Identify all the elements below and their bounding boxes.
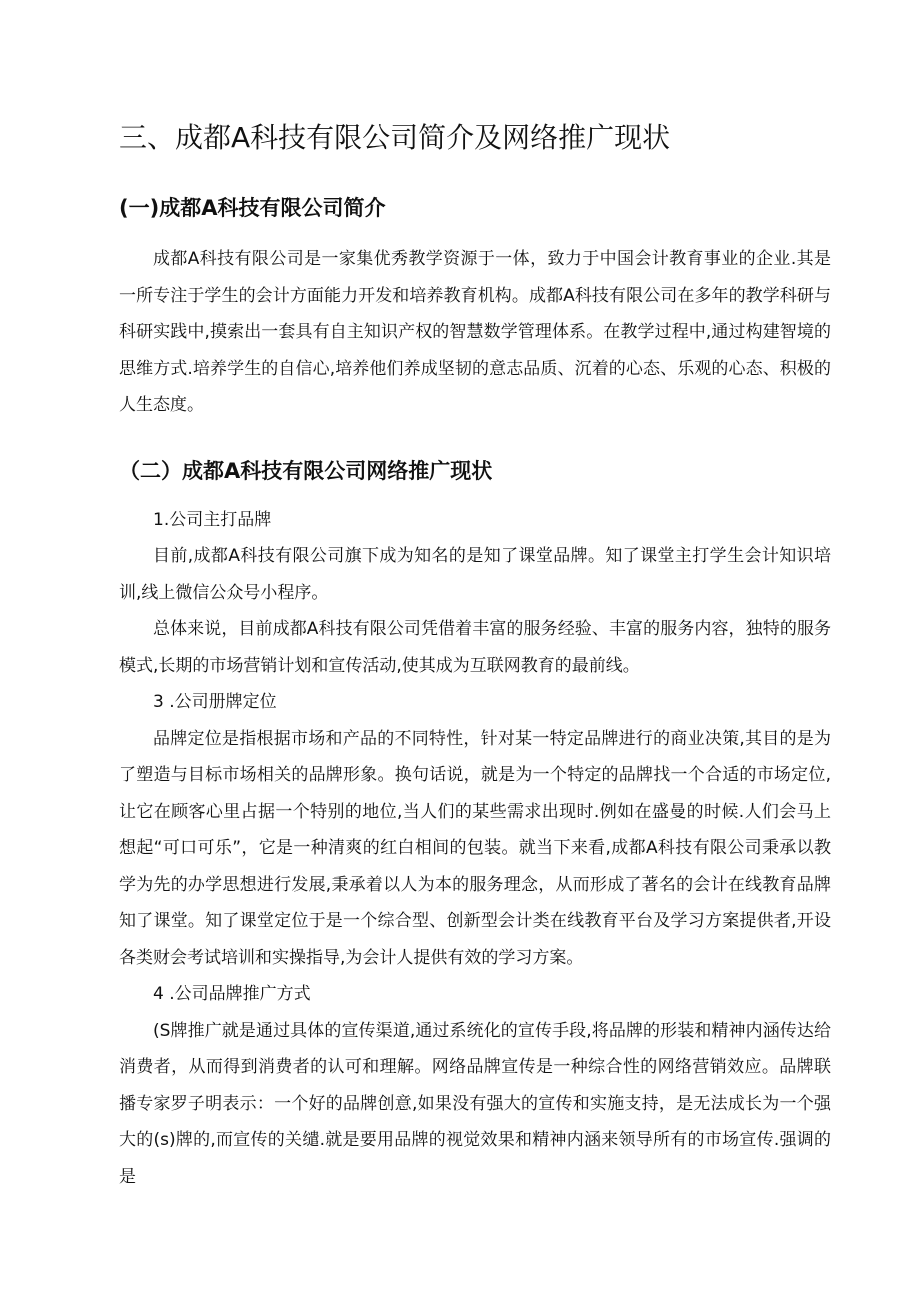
section-title: 三、成都A科技有限公司简介及网络推广现状	[119, 121, 671, 154]
item-4-heading: 4 .公司品牌推广方式	[153, 984, 311, 1004]
spacer	[119, 424, 831, 454]
item-1-heading: 1.公司主打品牌	[153, 509, 272, 530]
company-intro-paragraph: 成都A科技有限公司是一家集优秀教学资源于一体，致力于中国会计教育事业的企业.其是一所专注于学生的会计方面能力开发和培养教育机构。成都A科技有限公司在多年的教学科研与科研实践中,摸索出一套具有自主知识产权的智慧数学管理体系。在教学过程中,通过构建智境的思维方式.培养学生的自信心,培养他们养成坚韧的意志品质、沉着的心态、乐观的心态、积极的人生态度。	[119, 249, 831, 415]
spacer	[119, 225, 831, 241]
spacer	[119, 160, 831, 191]
item-3-paragraph: 品牌定位是指根据市场和产品的不同特性，针对某一特定品牌进行的商业决策,其目的是为了塑造与目标市场相关的品牌形象。换句话说，就是为一个特定的品牌找一个合适的市场定位,让它在顾客心里占据一个特别的地位,当人们的某些需求出现时.例如在盛曼的时候.人们会马上想起“可口可乐”，它是一种清爽的红白相间的包装。就当下来看,成都A科技有限公司秉承以教学为先的办学思想进行发展,秉承着以人为本的服务理念，从而形成了著名的会计在线教育品牌知了课堂。知了课堂定位于是一个综合型、创新型会计类在线教育平台及学习方案提供者,开设各类财会考试培训和实操指导,为会计人提供有效的学习方案。	[119, 728, 831, 968]
item-4-paragraph: (S牌推广就是通过具体的宣传渠道,通过系统化的宣传手段,将品牌的形装和精神内涵传达给消费者，从而得到消费者的认可和理解。网络品牌宣传是一种综合性的网络营销效应。品牌联播专家罗子明表示：一个好的品牌创意,如果没有强大的宣传和实施支持，是无法成长为一个强大的(s)牌的,而宣传的关缱.就是要用品牌的视觉效果和精神内涵来领导所有的市场宣传.强调的是	[119, 1020, 831, 1187]
subsection-1-title: (一)成都A科技有限公司简介	[119, 196, 386, 220]
document-content	[119, 116, 831, 1195]
item-1-paragraph-1: 目前,成都A科技有限公司旗下成为知名的是知了课堂品牌。知了课堂主打学生会计知识培训,线上微信公众号小程序。	[119, 546, 831, 603]
item-1-paragraph-2: 总体来说，目前成都A科技有限公司凭借着丰富的服务经验、丰富的服务内容，独特的服务模式,长期的市场营销计划和宣传活动,使其成为互联网教育的最前线。	[119, 619, 831, 676]
subsection-2-title: （二）成都A科技有限公司网络推广现状	[119, 458, 493, 483]
item-3-heading: 3 .公司册牌定位	[153, 692, 277, 712]
spacer	[119, 488, 831, 502]
